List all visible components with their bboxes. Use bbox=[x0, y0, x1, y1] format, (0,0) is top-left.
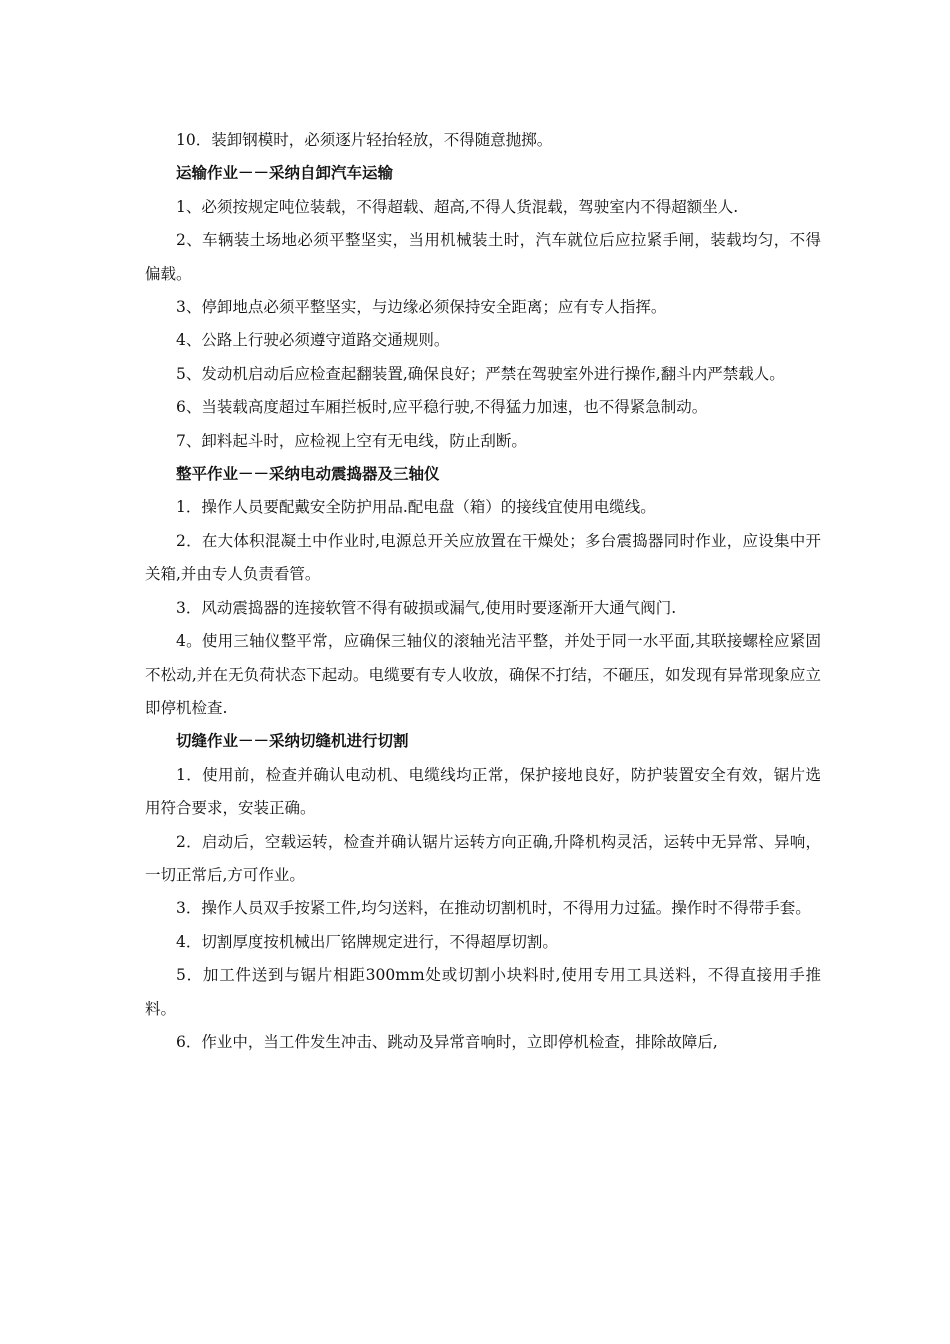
paragraph-leveling-2: 2．在大体积混凝土中作业时,电源总开关应放置在干燥处；多台震捣器同时作业，应设集中开关箱,并由专人负责看管。 bbox=[145, 531, 821, 584]
paragraph-transport-6: 6、当装载高度超过车厢拦板时,应平稳行驶,不得猛力加速，也不得紧急制动。 bbox=[176, 398, 708, 417]
paragraph-transport-1: 1、必须按规定吨位装载，不得超载、超高,不得人货混载，驾驶室内不得超额坐人. bbox=[176, 197, 739, 216]
paragraph-transport-5: 5、发动机启动后应检查起翻装置,确保良好；严禁在驾驶室外进行操作,翻斗内严禁载人。 bbox=[176, 364, 785, 383]
section-heading-cutting: 切缝作业－－采纳切缝机进行切割 bbox=[176, 732, 409, 751]
paragraph-leveling-3: 3．风动震捣器的连接软管不得有破损或漏气,使用时要逐渐开大通气阀门. bbox=[176, 598, 677, 617]
paragraph-transport-2: 2、车辆装土场地必须平整坚实，当用机械装土时，汽车就位后应拉紧手闸，装载均匀，不得偏载。 bbox=[145, 231, 821, 283]
document-page bbox=[145, 124, 821, 1059]
paragraph-cutting-6: 6．作业中，当工件发生冲击、跳动及异常音响时，立即停机检查，排除故障后, bbox=[176, 1032, 718, 1051]
paragraph-transport-3: 3、停卸地点必须平整坚实，与边缘必须保持安全距离；应有专人指挥。 bbox=[176, 298, 667, 317]
paragraph-cutting-1: 1．使用前，检查并确认电动机、电缆线均正常，保护接地良好，防护装置安全有效，锯片选用符合要求，安装正确。 bbox=[145, 765, 821, 818]
paragraph-cutting-4: 4．切割厚度按机械出厂铭牌规定进行，不得超厚切割。 bbox=[176, 932, 558, 951]
paragraph-cutting-5: 5．加工件送到与锯片相距300mm处或切割小块料时,使用专用工具送料，不得直接用手推料。 bbox=[145, 966, 821, 1018]
paragraph-cutting-3: 3．操作人员双手按紧工件,均匀送料，在推动切割机时，不得用力过猛。操作时不得带手套。 bbox=[176, 899, 811, 918]
paragraph-cutting-2: 2．启动后，空载运转，检查并确认锯片运转方向正确,升降机构灵活，运转中无异常、异响，一切正常后,方可作业。 bbox=[145, 832, 821, 884]
paragraph-leveling-1: 1．操作人员要配戴安全防护用品.配电盘（箱）的接线宜使用电缆线。 bbox=[176, 498, 656, 517]
section-heading-leveling: 整平作业－－采纳电动震捣器及三轴仪 bbox=[176, 465, 440, 484]
section-heading-transport: 运输作业－－采纳自卸汽车运输 bbox=[176, 164, 394, 183]
paragraph-transport-4: 4、公路上行驶必须遵守道路交通规则。 bbox=[176, 331, 450, 350]
paragraph-leveling-4: 4。使用三轴仪整平常，应确保三轴仪的滚轴光洁平整，并处于同一水平面,其联接螺栓应紧固不松动,并在无负荷状态下起动。电缆要有专人收放，确保不打结，不砸压，如发现有异常现象应立即停机检查. bbox=[145, 632, 821, 717]
paragraph-transport-7: 7、卸料起斗时，应检视上空有无电线，防止刮断。 bbox=[176, 431, 527, 450]
paragraph-10-steel-formwork: 10．装卸钢模时，必须逐片轻抬轻放，不得随意抛掷。 bbox=[176, 131, 553, 149]
